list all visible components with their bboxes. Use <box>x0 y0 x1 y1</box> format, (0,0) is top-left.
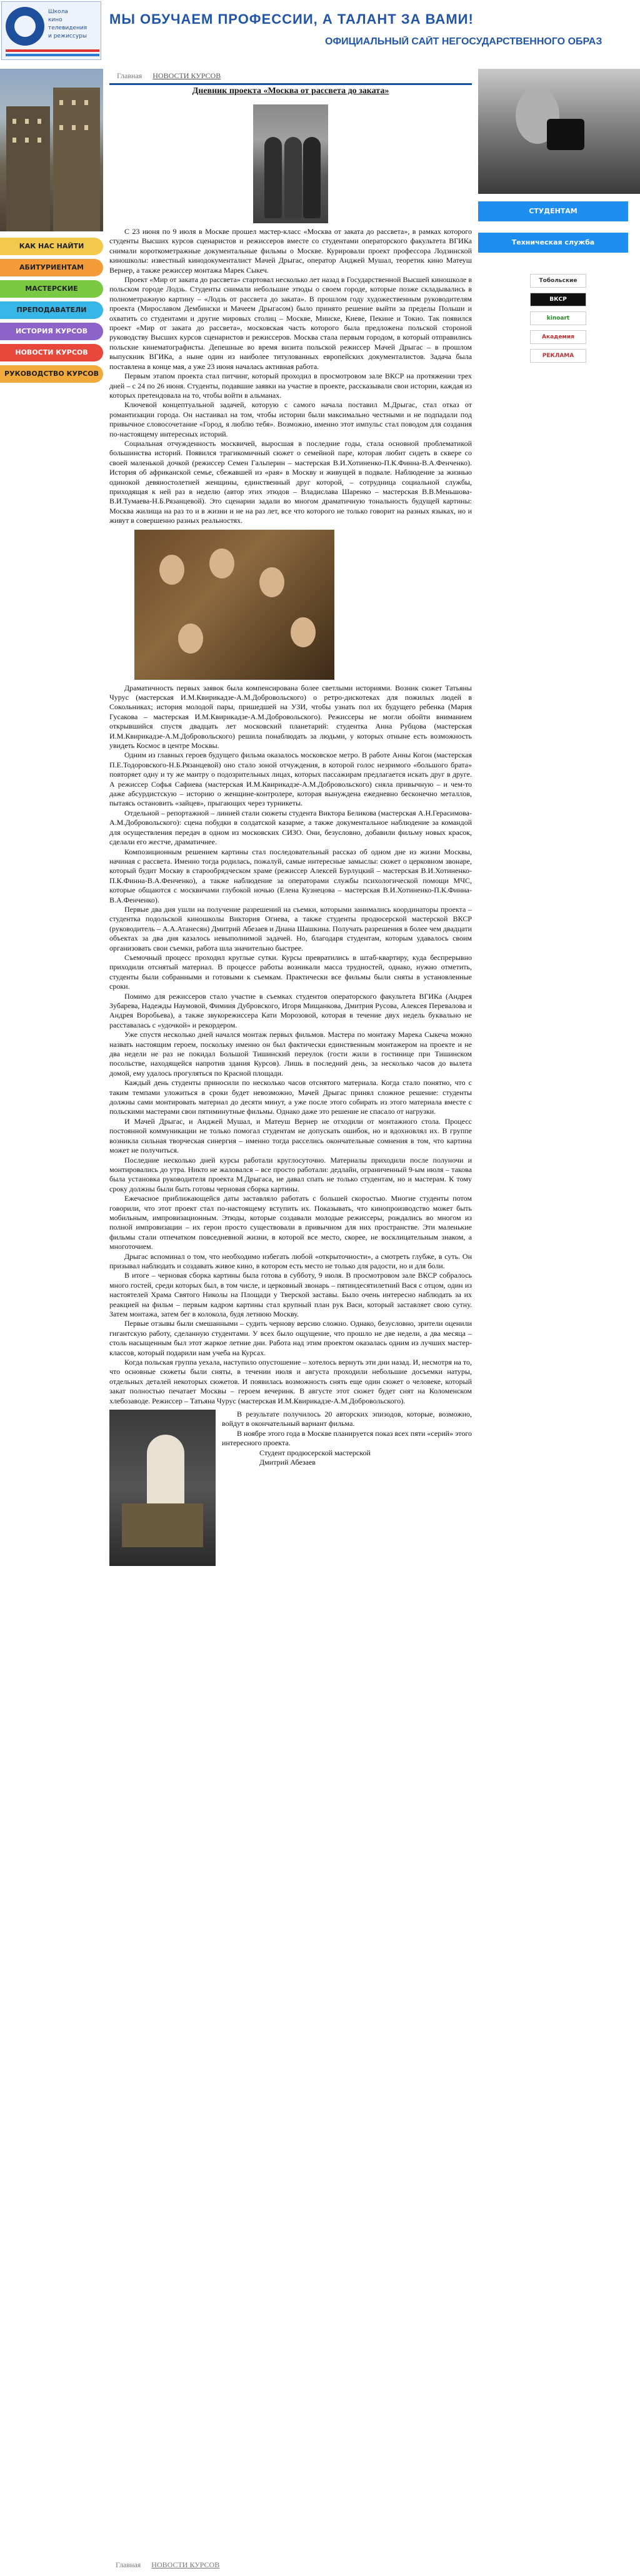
site-header <box>0 0 640 69</box>
main-nav <box>0 238 103 386</box>
article-paragraph: В ноябре этого года в Москве планируется показ всех пяти «серий» этого интересного проекта. <box>222 1428 472 1448</box>
students-button[interactable]: СТУДЕНТАМ <box>478 201 628 221</box>
logo-line: Школа <box>48 9 68 15</box>
article-paragraph: Первые отзывы были смешанными – судить чернову версию сложно. Однако, безусловно, зрители оценили гигантскую работу, сделанную студентами. У всех было ощущение, что прошло не две недели, а два месяца – столь насыщенным был этот жаркое летние дни. Работа над этим проектом оказалась одним из лучших мастер-классов, который подарили нам учеба на Курсах. <box>109 1319 472 1357</box>
article-paragraph: Когда польская группа уехала, наступило опустошение – хотелось вернуть эти дни назад. И, несмотря на то, что основные сюжеты были сняты, в течении июля и августа проходили небольшие досъемки натуры, отдельных деталей некоторых сюжетов. И появилась возможность снять еще один сюжет о человеке, который закат полностью печатает Москвы – героем вечеринк. В августе этот сюжет будет снят на Коломенском хлебозаводе. Режиссер – Татьяна Чурус (мастерская И.М.Квирикадзе-А.М.Добровольского). <box>109 1358 472 1405</box>
breadcrumb-home[interactable]: Главная <box>117 71 142 80</box>
article-paragraph: Помимо для режиссеров стало участие в съемках студентов операторского факультета ВГИКа (Андрея Зубарева, Надежды Наумовой, Фимиия Дубровского, Игоря Мищанкова, Дмитрия Русова, Алексея Перевалова и Андрея Воробьева), а также звукорежиссера Кати Морозовой, которая в течение двух недель буквально не расставалась с «удочкой» и рекордером. <box>109 991 472 1029</box>
article-paragraph: Композиционным решением картины стал последовательный рассказ об одном дне из жизни Москвы, начиная с рассвета. Именно тогда родилась, пожалуй, самые интересные замыслы: сюжет о церковном звонаре, который будит Москву в старообрядческом храме (режиссер Алексей Бурлуцкий – мастерская В.И.Хотиненко-П.К.Финна-В.А.Фенченко), а также наблюдение за операторами службы психологической помощи МЧС, которые общаются с москвичами глубокой ночью (Елена Кузнецова – мастерская В.И.Хотиненко-П.К.Финна-В.А.Фенченко). <box>109 847 472 904</box>
main-content <box>109 69 472 1566</box>
article-paragraph: Первые два дня ушли на получение разрешений на съемки, которыми занимались координаторы проекта – студентка подольской киношколы Виктория Огнева, а также студенты продюсерской мастерской ВКСР (руководитель – А.А.Атанесян) Дмитрий Абезаев и Диана Шашкина. Получать разрешения в более чем двадцати объектах за два дня казалось невыполнимой задачей. Но, благодаря студентам, которым удавалось своим организовать свои съемки, работа шла значительно быстрее. <box>109 904 472 952</box>
logo-mark-icon <box>6 7 44 46</box>
partner-banner[interactable]: ВКСР <box>530 293 586 306</box>
photo-row <box>109 530 472 680</box>
article-paragraph: И Мачей Дрыгас, и Анджей Мушал, и Матеуш Вернер не отходили от монтажного стола. Процесс постоянной коммуникации не только помогал студентам не допускать ошибок, но и вдохновлял их. В группе возникла сильная творческая синергия – именно тогда расселись окончательные сомнения в том, что картина может не получиться. <box>109 1116 472 1155</box>
site-logo[interactable] <box>1 1 101 60</box>
cameraman-photo <box>478 69 640 194</box>
site-subtitle: ОФИЦИАЛЬНЫЙ САЙТ НЕГОСУДАРСТВЕННОГО ОБРАЗ <box>325 36 602 47</box>
nav-management[interactable]: РУКОВОДСТВО КУРСОВ <box>0 365 103 383</box>
article-paragraph: Первым этапом проекта стал питчинг, который проходил в просмотровом зале ВКСР на протяжении трех дней – с 24 по 26 июня. Студенты, подавшие заявки на участие в проекте, рассказывали свои истории, каждая из которых претендовала на то, чтобы войти в альманах. <box>109 371 472 400</box>
partner-banner[interactable]: kinoart <box>530 311 586 325</box>
author-role: Студент продюсерской мастерской <box>259 1448 371 1457</box>
article-paragraph: Одним из главных героев будущего фильма оказалось московское метро. В работе Анны Когон (мастерская П.Е.Тодоровского-Н.Б.Рязанцевой) оно стало зоной отчуждения, в которой голос незримого «большого брата» повторяет одну и ту же мантру о подозрительных лицах, которых пассажирам предлагается искать друг в друге. А режиссер Софья Сафиева (мастерская И.М.Квирикадзе-А.М.Добровольского) сняла привычную – и чем-то даже абсурдистскую – историю о женщине-контролере, которая вынуждена ежедневно бесконечно металлов, пытаясь остановить «зайцев», прыгающих через турникеты. <box>109 750 472 808</box>
breadcrumb <box>109 69 472 83</box>
article-photo-2 <box>134 530 334 680</box>
logo-text <box>48 8 99 41</box>
article-paragraph: Проект «Мир от заката до рассвета» стартовал несколько лет назад в Государственной Высшей киношколе в польском городе Лодзь. Студенты снимали небольшие этюды о своем городе, которые позже складывались в полнометражную картину – «Лодзь от рассвета до заката». В прошлом году художественным руководителям проекта (Мирославом Дембински и Мачеем Дрыгасом) было принято решение выйти за пределы Польши и охватить со студентами и другие мировых столиц – Москве, Минске, Киеве, Пекине и Токио. Так появился проект «Мир от заката до рассвета», московская часть которого была предложена польской стороной руководству Высших курсов сценаристов и режиссеров. Москва стала первым городом, в который отправились польские кинематографисты. Депешные во время визита польской режиссер Мачей Дрыгас – в прошлом выпускник ВГИКа, а ныне один из наиболее титулованных европейских документалистов. Задача была поставлена в конце мая, а уже 23 июня началась активная работа. <box>109 275 472 371</box>
site-slogan: МЫ ОБУЧАЕМ ПРОФЕССИИ, А ТАЛАНТ ЗА ВАМИ! <box>109 11 474 27</box>
logo-line: кино <box>48 17 62 23</box>
breadcrumb-bottom <box>116 2560 219 2570</box>
nav-workshops[interactable]: МАСТЕРСКИЕ <box>0 280 103 298</box>
article-paragraph: С 23 июня по 9 июля в Москве прошел мастер-класс «Москва от заката до рассвета», в рамках которого студенты Высших курсов сценаристов и режиссеров вместе со студентами операторского факультета ВГИКа снимали короткометражные документальные фильмы о Москве. Курировали проект профессора Лодзинской киношколы: известный кинодокументалист Мачей Дрыгас, оператор Анджей Мушал, теоретик кино Матеуш Вернер, а также режиссер монтажа Марек Сыкеч. <box>109 227 472 275</box>
article-title[interactable]: Дневник проекта «Москва от рассвета до заката» <box>192 86 389 96</box>
article-paragraph: Уже спустя несколько дней начался монтаж первых фильмов. Мастера по монтажу Марека Сыкеча можно назвать настоящим героем, поскольку именно он был фактически единственным монтажером на проекте и не два недели не раз не покидал Большой Тишинский переулок (гости жили в гостинице при Тишинском посольстве, находящейся напротив здания Курсов). Лишь в последний день, за несколько часов до вылета домой, ему удалось прогуляться по Красной площади. <box>109 1030 472 1078</box>
nav-teachers[interactable]: ПРЕПОДАВАТЕЛИ <box>0 301 103 319</box>
nav-history[interactable]: ИСТОРИЯ КУРСОВ <box>0 323 103 340</box>
partner-banner[interactable]: Академия <box>530 330 586 344</box>
nav-news[interactable]: НОВОСТИ КУРСОВ <box>0 344 103 361</box>
nav-applicants[interactable]: АБИТУРИЕНТАМ <box>0 259 103 276</box>
photo-row <box>109 1410 472 1566</box>
article-paragraph: В итоге – черновая сборка картины была готова в субботу, 9 июля. В просмотровом зале ВКСР собралось много гостей, среди которых был, в том числе, и церковный звонарь – пятиндесятилетний Вася с отцом, один из настоятелей Храма Святого Николы на Площади у Тверской заставы. Было очень интересно наблюдать за их реакцией на фильм – первым кадром картины стал крупный план рук Васи, который заставляет свою сутну. Затем монтажа, затем бег в колокола, будя летнюю Москву. <box>109 1271 472 1318</box>
partner-banner[interactable]: Тобольские <box>530 274 586 288</box>
building-photo <box>0 69 103 231</box>
tech-service-button[interactable]: Техническая служба <box>478 233 628 253</box>
camera-icon <box>547 119 584 150</box>
article-paragraph: Ключевой концептуальной задачей, которую с самого начала поставил М.Дрыгас, стал отказ от романтизации города. Он настаивал на том, чтобы истории были максимально честными и не подпадали под привычное словосочетание «Город, я люблю тебя». Возможно, именно этот импульс стал поводом для создания по-настоящему интересных историй. <box>109 400 472 438</box>
article-paragraph: Последние несколько дней курсы работали круглосуточно. Материалы приходили после полуночи и монтировались до утра. Никто не жаловался – все просто работали: дедлайн, ограниченный 9-ым июля – такова была установка руководителя проекта М.Дрыгаса, не давал спать не только студентам, но и мастерам. К тому сроку должны были быть готовы черновая сборка картины. <box>109 1155 472 1193</box>
partner-banner[interactable]: РЕКЛАМА <box>530 349 586 363</box>
article-photo-3 <box>109 1410 216 1566</box>
article-photo-1 <box>253 104 328 223</box>
logo-line: телевидения <box>48 25 88 31</box>
article-paragraph: Ежечасное приближающейся даты заставляло работать с большей скоростью. Многие студенты потом говорили, что этот проект стал по-настоящему вступить их. Показывать, что кинопроизводство может быть мобильным, импровизационным. Этюды, которые создавали молодые режиссеры, рождались во многом из полной импровизации – их герои просто существовали в привычном для них пространстве. Эти маленькие фильмы стали отпечатком повседневной жизни, в которой все место, скорее, не восклицательным знаком, а многоточием. <box>109 1194 472 1251</box>
logo-line: и режиссуры <box>48 33 87 39</box>
breadcrumb-home[interactable]: Главная <box>116 2560 141 2569</box>
article-body <box>109 98 472 1566</box>
article-paragraph: Каждый день студенты приносили по несколько часов отснятого материала. Когда стало понятно, что с таким темпами уложиться в сроки будет невозможно, Мачей Дрыгас принял сложное решение: студенты должны сами монтировать материал до десяти минут, а уже после этого собирать из этого материала вместе с польскими мастерами свои пятиминутные фильмы. Однако даже это решение не спасало от нагрузки. <box>109 1078 472 1116</box>
article-paragraph: Социальная отчужденность москвичей, выросшая в последние годы, стала основной проблематикой большинства историй. Появился трагикомичный сюжет о семейной паре, которая любит сидеть в сквере со своей маленькой дочкой (режиссер Семен Гальперин – мастерская В.И.Хотиненко-П.К.Финна-В.А.Фенченко). История об африканской семье, сбежавшей из «рая» в Москву и живущей в подвале. Наблюдение за жизнью одинокой девяностолетней женщины, единственный друг которой, – сотрудница социальной службы, приходящая к ней раз в неделю (автор этих этюдов – Владислава Шаренко – мастерская В.В.Меньшова-В.И.Тумаева-Н.Б.Рязанцевой). Это сценарии задали во многом драматичную тональность будущей картины: Москва жилища на раз то и в жизни и не на раз лет, все что которого не только говорит на разных языках, но и живут в совершенно разных реальностях. <box>109 438 472 525</box>
article-paragraph: Дрыгас вспоминал о том, что необходимо избегать любой «открыточности», а смотреть глубже, в суть. Он призывал наблюдать и создавать живое кино, в котором есть место не только для радости, но и для боли. <box>109 1251 472 1270</box>
article-paragraph: Отдельной – репортажной – линией стали сюжеты студента Виктора Беликова (мастерская А.Н.Герасимова-А.М.Добровольского): сцена побудки в солдатской казарме, а также документальное наблюдение за командой для осуществления передач в одном из московских СИЗО. Они, безусловно, добавили фильму новых красок, сделали его жестче, драматичнее. <box>109 808 472 847</box>
breadcrumb-current[interactable]: НОВОСТИ КУРСОВ <box>151 2560 220 2569</box>
logo-stripe-red <box>6 49 99 52</box>
nav-how-to-find[interactable]: КАК НАС НАЙТИ <box>0 238 103 255</box>
article-paragraph: В результате получилось 20 авторских эпизодов, которые, возможно, войдут в окончательный вариант фильма. <box>222 1410 472 1428</box>
article-paragraph: Драматичность первых заявок была компенсирована более светлыми историями. Возник сюжет Татьяны Чурус (мастерская И.М.Квирикадзе-А.М.Добровольского) о ретро-дискотеках для пожилых людей в Сокольниках; история молодой пары, пришедшей на УЗИ, чтобы узнать пол их будущего ребенка (Мария Гусакова – мастерская И.М.Квирикадзе-А.М.Добровольского). Режиссеры не могли обойти вниманием открывшийся спустя двадцать лет московский планетарий: студентка Анна Рубцова (мастерская И.М.Квирикадзе-А.М.Добровольского) решила понаблюдать за людьми, у которых отныне есть возможность увидеть Космос в центре Москвы. <box>109 683 472 750</box>
author-name: Дмитрий Абезаев <box>259 1457 316 1467</box>
breadcrumb-current[interactable]: НОВОСТИ КУРСОВ <box>152 71 221 80</box>
closing-text <box>222 1410 472 1566</box>
article-paragraph: Съемочный процесс проходил круглые сутки. Курсы превратились в штаб-квартиру, куда беспрерывно приходили отснятый материал. В процессе работы возникали масса трудностей, однако, нужно отметить, студенты были собранными и готовыми к съемкам. Практически все фильмы были сняты в установленные сроки. <box>109 952 472 991</box>
logo-stripe-blue <box>6 54 99 56</box>
article-title-bar <box>109 83 472 98</box>
